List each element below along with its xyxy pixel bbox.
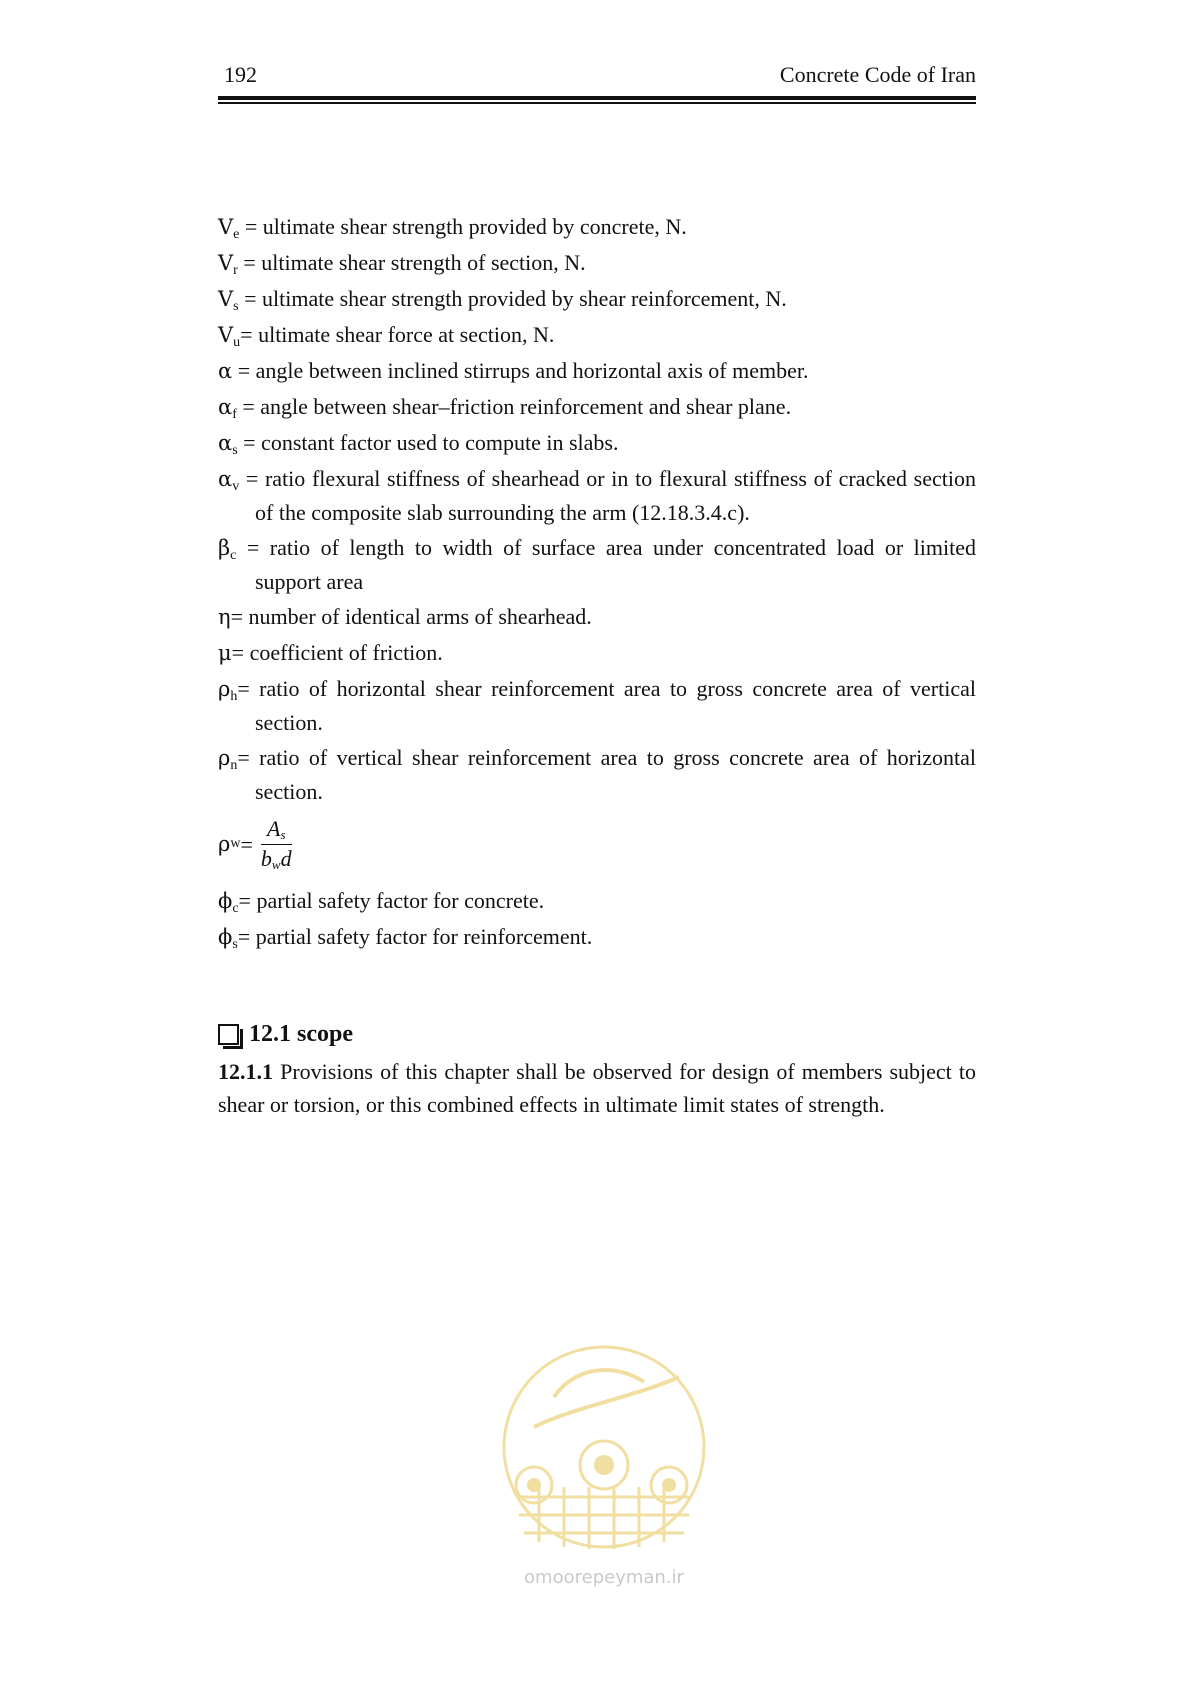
definition-text: = coefficient of friction.	[231, 640, 443, 665]
definition-symbol: V	[218, 287, 234, 311]
header-rule-thick	[218, 96, 976, 100]
definition-symbol: V	[218, 251, 234, 275]
formula-equals: =	[240, 831, 253, 857]
clause-text: Provisions of this chapter shall be observed for design of members subject to shear or torsion, or this combined effects in ultimate limit states of strength.	[218, 1059, 976, 1117]
definition-item	[218, 672, 976, 739]
definition-text: = ratio of vertical shear reinforcement area to gross concrete area of horizontal section.	[237, 745, 976, 804]
checkbox-bullet-icon	[218, 1024, 239, 1045]
definition-item	[218, 531, 976, 598]
definition-text: = ratio flexural stiffness of shearhead or in to flexural stiffness of cracked section of the composite slab surrounding the arm (12.18.3.4.c).	[239, 466, 976, 525]
definition-symbol: η	[218, 605, 231, 629]
definition-item	[218, 318, 976, 352]
page-header	[218, 62, 976, 102]
definition-item	[218, 210, 976, 244]
definition-item	[218, 600, 976, 634]
fraction-denominator: $b_wd$	[260, 845, 292, 872]
fraction	[261, 816, 292, 873]
definition-subscript: f	[232, 407, 237, 422]
section-12-1	[218, 1018, 976, 1121]
definition-subscript: c	[230, 548, 237, 563]
definition-subscript: e	[233, 227, 240, 242]
definition-item	[218, 390, 976, 424]
definition-text: = ultimate shear force at section, N.	[240, 322, 555, 347]
definition-item	[218, 354, 976, 388]
watermark-url: omoorepeyman.ir	[524, 1567, 684, 1588]
definition-subscript: c	[232, 901, 239, 916]
definition-subscript: s	[232, 937, 238, 952]
definition-item	[218, 462, 976, 529]
rho-w-formula: ρ w = $\frac{A_s}{b_wd}$	[218, 815, 292, 872]
running-title: Concrete Code of Iran	[779, 62, 976, 87]
definition-symbol: β	[218, 536, 231, 560]
definition-subscript: r	[233, 263, 238, 278]
definition-text: = ultimate shear strength provided by shear reinforcement, N.	[238, 286, 787, 311]
watermark	[494, 1337, 714, 1597]
definition-subscript: n	[230, 758, 238, 773]
clause-12-1-1	[218, 1055, 976, 1121]
definition-text: = ultimate shear strength of section, N.	[237, 250, 586, 275]
definitions-list	[218, 210, 976, 956]
definition-text: = angle between shear–friction reinforcement and shear plane.	[236, 394, 792, 419]
definition-text: = angle between inclined stirrups and horizontal axis of member.	[232, 358, 809, 383]
definition-text: = ratio of length to width of surface area under concentrated load or limited support area	[236, 535, 976, 594]
definition-text: = partial safety factor for reinforcement.	[237, 924, 593, 949]
definition-text: = partial safety factor for concrete.	[238, 888, 545, 913]
definition-symbol: α	[218, 395, 233, 419]
header-rule-thin	[218, 102, 976, 104]
fraction-numerator: $A_s$	[261, 816, 292, 845]
definition-symbol: V	[218, 215, 234, 239]
section-heading	[218, 1018, 976, 1051]
definition-subscript: u	[233, 335, 241, 350]
definition-symbol: ϕ	[218, 925, 233, 949]
definition-symbol: ϕ	[218, 889, 233, 913]
definition-symbol: α	[218, 431, 233, 455]
definition-text: = constant factor used to compute in slabs.	[237, 430, 619, 455]
definition-subscript: s	[233, 299, 239, 314]
definition-symbol: α	[218, 359, 233, 383]
definition-subscript: h	[230, 689, 238, 704]
definition-item	[218, 426, 976, 460]
clause-number: 12.1.1	[218, 1059, 273, 1084]
definition-subscript: v	[232, 479, 240, 494]
definition-symbol: α	[218, 467, 233, 491]
definition-item	[218, 741, 976, 808]
definition-item	[218, 636, 976, 670]
definition-item	[218, 282, 976, 316]
definition-symbol: μ	[218, 641, 232, 665]
definition-item	[218, 920, 976, 954]
definition-symbol: V	[218, 323, 234, 347]
definition-symbol: ρ	[218, 746, 231, 770]
watermark-logo-icon	[494, 1337, 714, 1557]
definition-text: = ultimate shear strength provided by concrete, N.	[239, 214, 687, 239]
definition-text: = number of identical arms of shearhead.	[230, 604, 592, 629]
definition-item	[218, 884, 976, 918]
definition-text: = ratio of horizontal shear reinforcement area to gross concrete area of vertical section.	[237, 676, 976, 735]
definition-subscript: s	[232, 443, 238, 458]
definition-item	[218, 246, 976, 280]
definition-symbol: ρ	[218, 677, 231, 701]
formula-symbol: ρ	[218, 831, 231, 856]
section-heading-text: 12.1 scope	[249, 1021, 353, 1047]
page-number: 192	[224, 62, 257, 87]
